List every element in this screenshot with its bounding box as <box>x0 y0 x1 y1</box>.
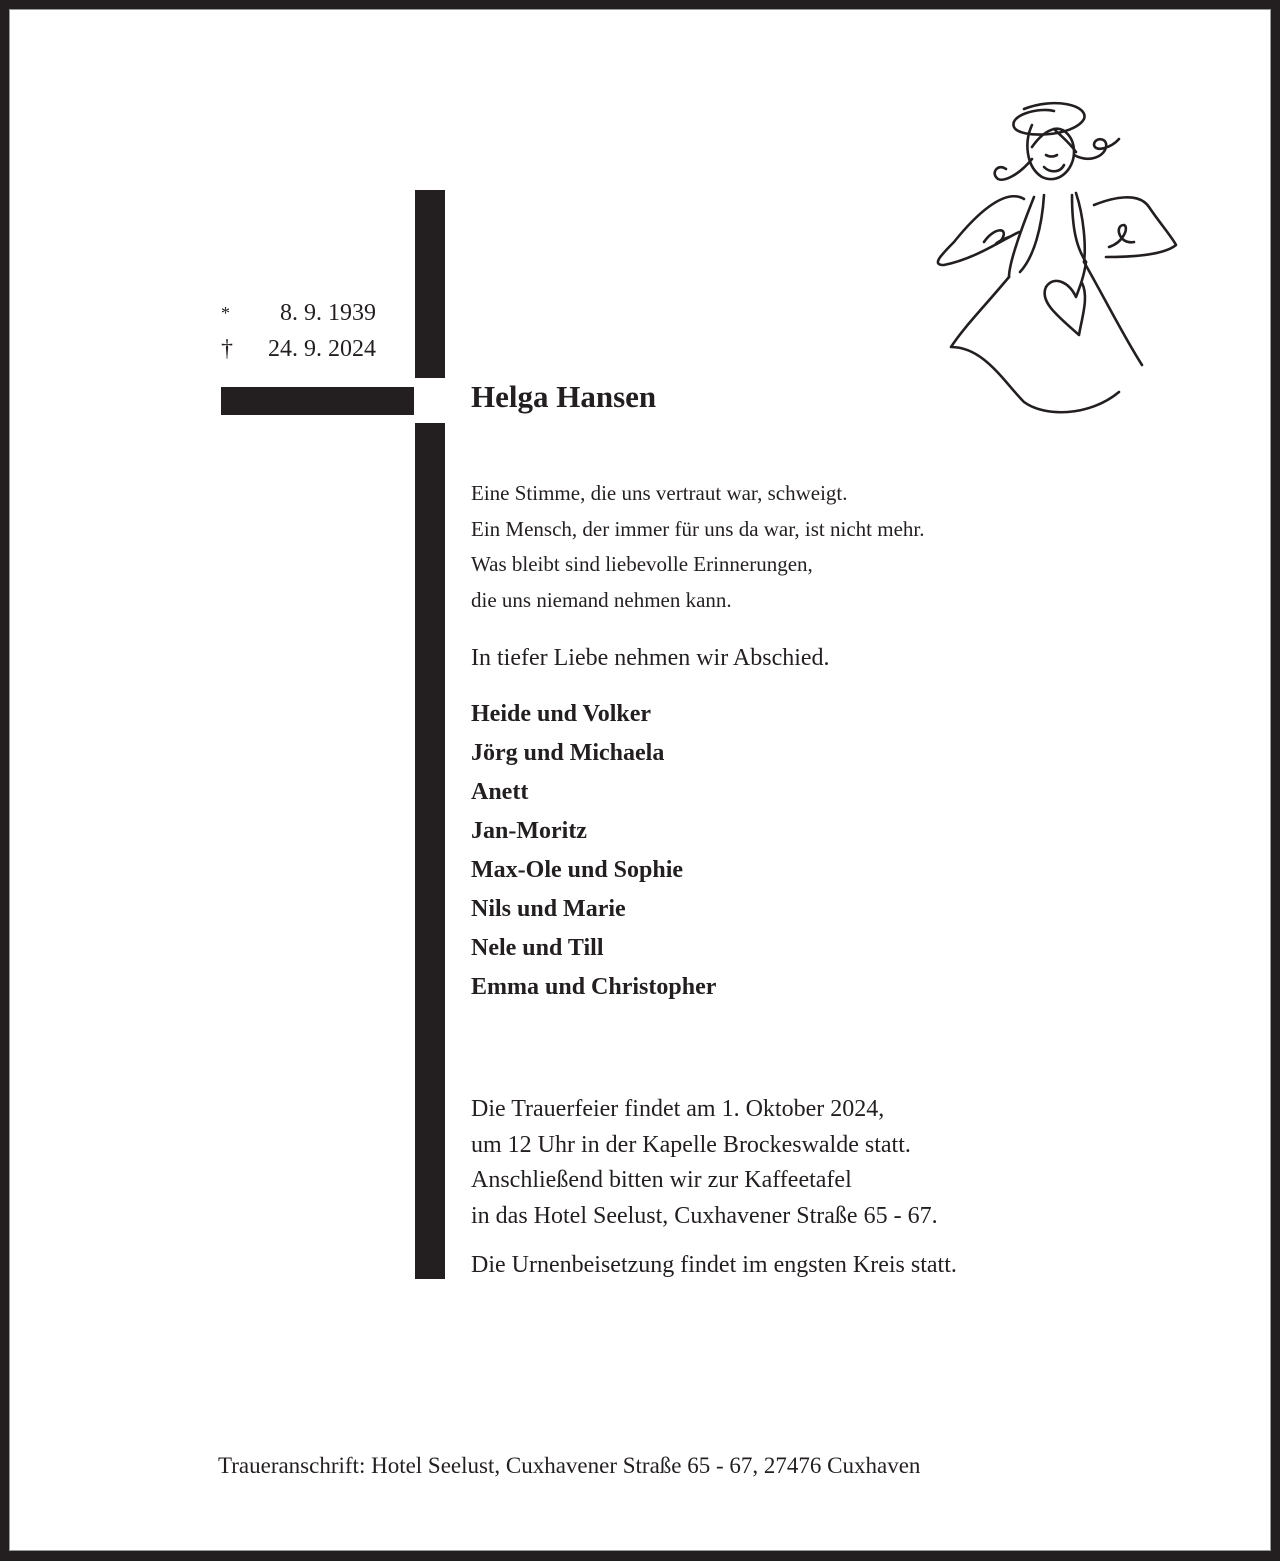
service-line: Anschließend bitten wir zur Kaffeetafel <box>471 1167 852 1193</box>
mourner: Nele und Till <box>471 935 604 961</box>
mourner: Max-Ole und Sophie <box>471 857 684 883</box>
mourner: Jörg und Michaela <box>471 740 665 766</box>
birth-date: 8. 9. 1939 <box>280 300 376 326</box>
cross-horizontal <box>221 387 414 415</box>
service-line: in das Hotel Seelust, Cuxhavener Straße 65 - 67. <box>471 1202 938 1229</box>
death-row <box>221 331 376 367</box>
verse-line: die uns niemand nehmen kann. <box>471 587 732 612</box>
mourner: Jan-Moritz <box>471 818 587 844</box>
birth-row <box>221 295 376 331</box>
cross-vertical-top <box>415 190 445 378</box>
angel-icon <box>914 97 1184 427</box>
mourner: Heide und Volker <box>471 701 652 727</box>
birth-star-icon: * <box>221 303 230 323</box>
life-dates <box>221 295 376 367</box>
death-dagger-icon: † <box>221 336 233 362</box>
burial-info: Die Urnenbeisetzung findet im engsten Kreis statt. <box>471 1252 957 1278</box>
death-date: 24. 9. 2024 <box>268 336 376 362</box>
verse <box>471 476 924 618</box>
mourning-address: Traueranschrift: Hotel Seelust, Cuxhavener Straße 65 - 67, 27476 Cuxhaven <box>218 1453 921 1478</box>
verse-line: Ein Mensch, der immer für uns da war, ist nicht mehr. <box>471 516 925 541</box>
verse-line: Was bleibt sind liebevolle Erinnerungen, <box>471 552 813 576</box>
mourner: Anett <box>471 779 529 805</box>
deceased-name: Helga Hansen <box>471 379 657 414</box>
mourners-list <box>471 695 716 1007</box>
service-info <box>471 1092 938 1234</box>
service-line: um 12 Uhr in der Kapelle Brockeswalde statt. <box>471 1131 911 1158</box>
cross-vertical-bottom <box>415 423 445 1279</box>
farewell-line: In tiefer Liebe nehmen wir Abschied. <box>471 645 830 671</box>
obituary-notice <box>9 9 1271 1551</box>
verse-line: Eine Stimme, die uns vertraut war, schweigt. <box>471 481 848 505</box>
service-line: Die Trauerfeier findet am 1. Oktober 2024, <box>471 1096 885 1122</box>
mourner: Emma und Christopher <box>471 974 717 1000</box>
mourner: Nils und Marie <box>471 896 626 922</box>
